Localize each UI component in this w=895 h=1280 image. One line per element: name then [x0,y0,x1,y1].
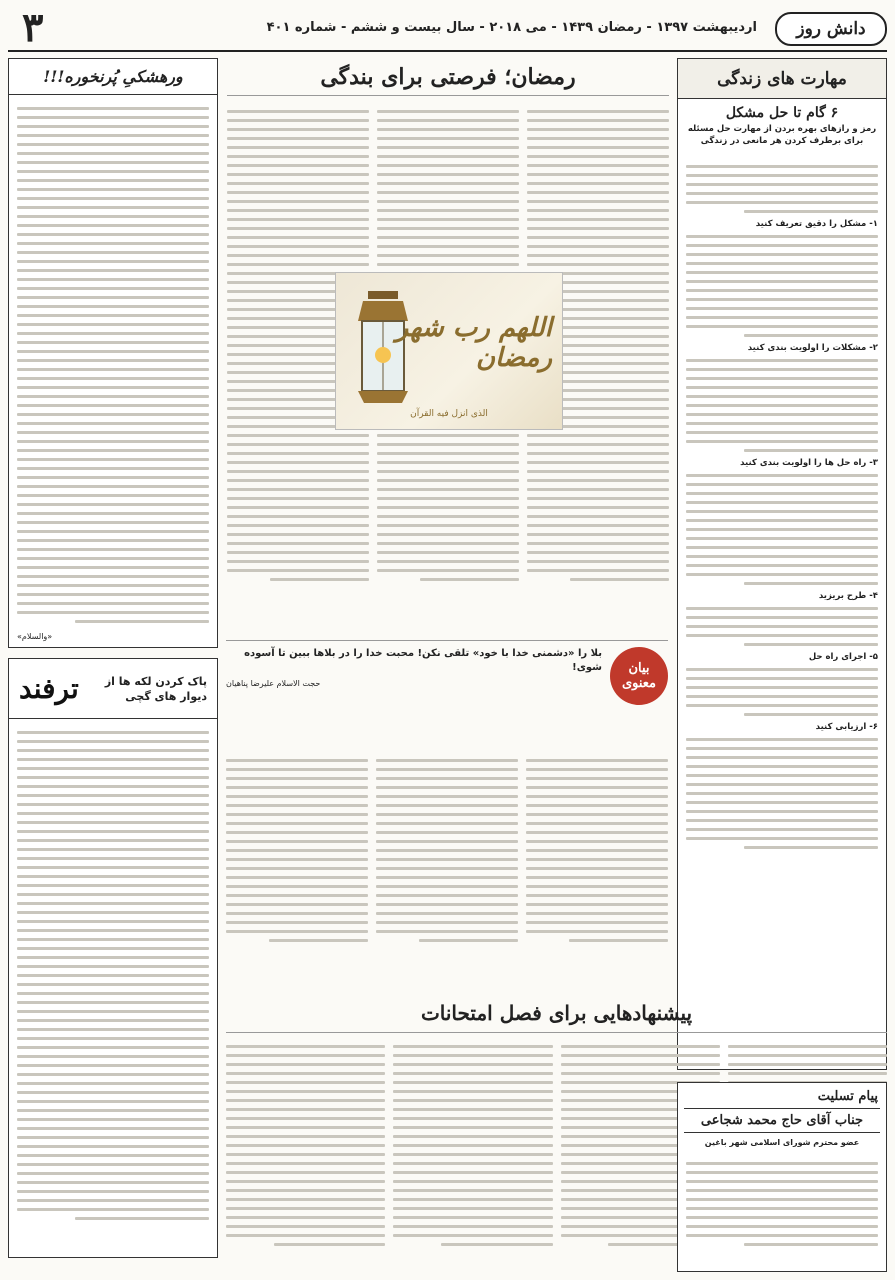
ramadan-lantern-image [335,272,563,430]
step-heading: ۵- اجرای راه حل [808,652,878,662]
condolence-subtitle: عضو محترم شورای اسلامی شهر باغین [704,1138,860,1147]
image-subtitle: الذی انزل فیه القرآن [410,409,488,419]
humor-column [8,58,218,648]
newspaper-logo: دانش روز [775,12,887,46]
step-heading: ۲- مشکلات را اولویت بندی کنید [747,343,878,353]
article-subtitle: رمز و رازهای بهره بردن از مهارت حل مسئله برای برطرف کردن هر مانعی در زندگی [687,124,877,146]
lead-article [227,58,669,633]
condolence-name: جناب آقای حاج محمد شجاعی [684,1108,880,1133]
tip-column [8,658,218,1258]
page-number: ۳ [22,4,44,51]
body-text [686,738,878,849]
exam-tips-title: پیشنهادهایی برای فصل امتحانات [226,993,887,1033]
body-text [686,359,878,452]
condolence-notice [677,1082,887,1272]
article-title: ۶ گام تا حل مشکل [725,105,839,121]
body-text [686,165,878,213]
step-heading: ۴- طرح بریزید [818,591,878,601]
quote-badge: بیان معنوی [610,647,668,705]
issue-line: اردیبهشت ۱۳۹۷ - رمضان ۱۴۳۹ - می ۲۰۱۸ - سال بیست و ششم - شماره ۴۰۱ [266,20,757,35]
newspaper-page [8,4,887,1272]
step-heading: ۳- راه حل ها را اولویت بندی کنید [740,458,878,468]
quote-title: بلا را «دشمنی خدا با خود» تلقی نکن! محبت خدا را در بلاها ببین تا آسوده شوی! [244,648,602,673]
step-heading: ۶- ارزیابی کنید [815,722,878,732]
body-text [678,1150,886,1258]
spiritual-quote [226,640,668,748]
body-text [226,753,368,985]
body-text [376,753,518,985]
signature: «والسلام» [17,632,53,641]
section-heading: مهارت های زندگی [678,59,886,99]
body-text [9,95,217,635]
body-text [686,474,878,585]
condolence-heading: پیام تسلیت [817,1089,878,1104]
body-text [686,668,878,716]
lead-article-title: رمضان؛ فرصتی برای بندگی [227,58,669,96]
image-calligraphy: اللهم رب شهر رمضان [395,313,552,373]
tip-title: پاک کردن لکه ها از دیوار های گچی [104,674,207,703]
body-text [686,607,878,646]
tip-logo: ترفند [19,672,79,705]
body-text [393,1039,552,1269]
life-skills-column [677,58,887,1070]
body-text [686,235,878,337]
body-text [9,719,217,1232]
quote-body [226,753,668,985]
humor-title: ورهشکیِ پُرنخوره!!! [9,59,217,95]
step-heading: ۱- مشکل را دقیق تعریف کنید [755,219,878,229]
body-text [226,1039,385,1269]
quote-author: حجت الاسلام علیرضا پناهیان [226,679,321,688]
masthead [8,4,887,52]
body-text [526,753,668,985]
